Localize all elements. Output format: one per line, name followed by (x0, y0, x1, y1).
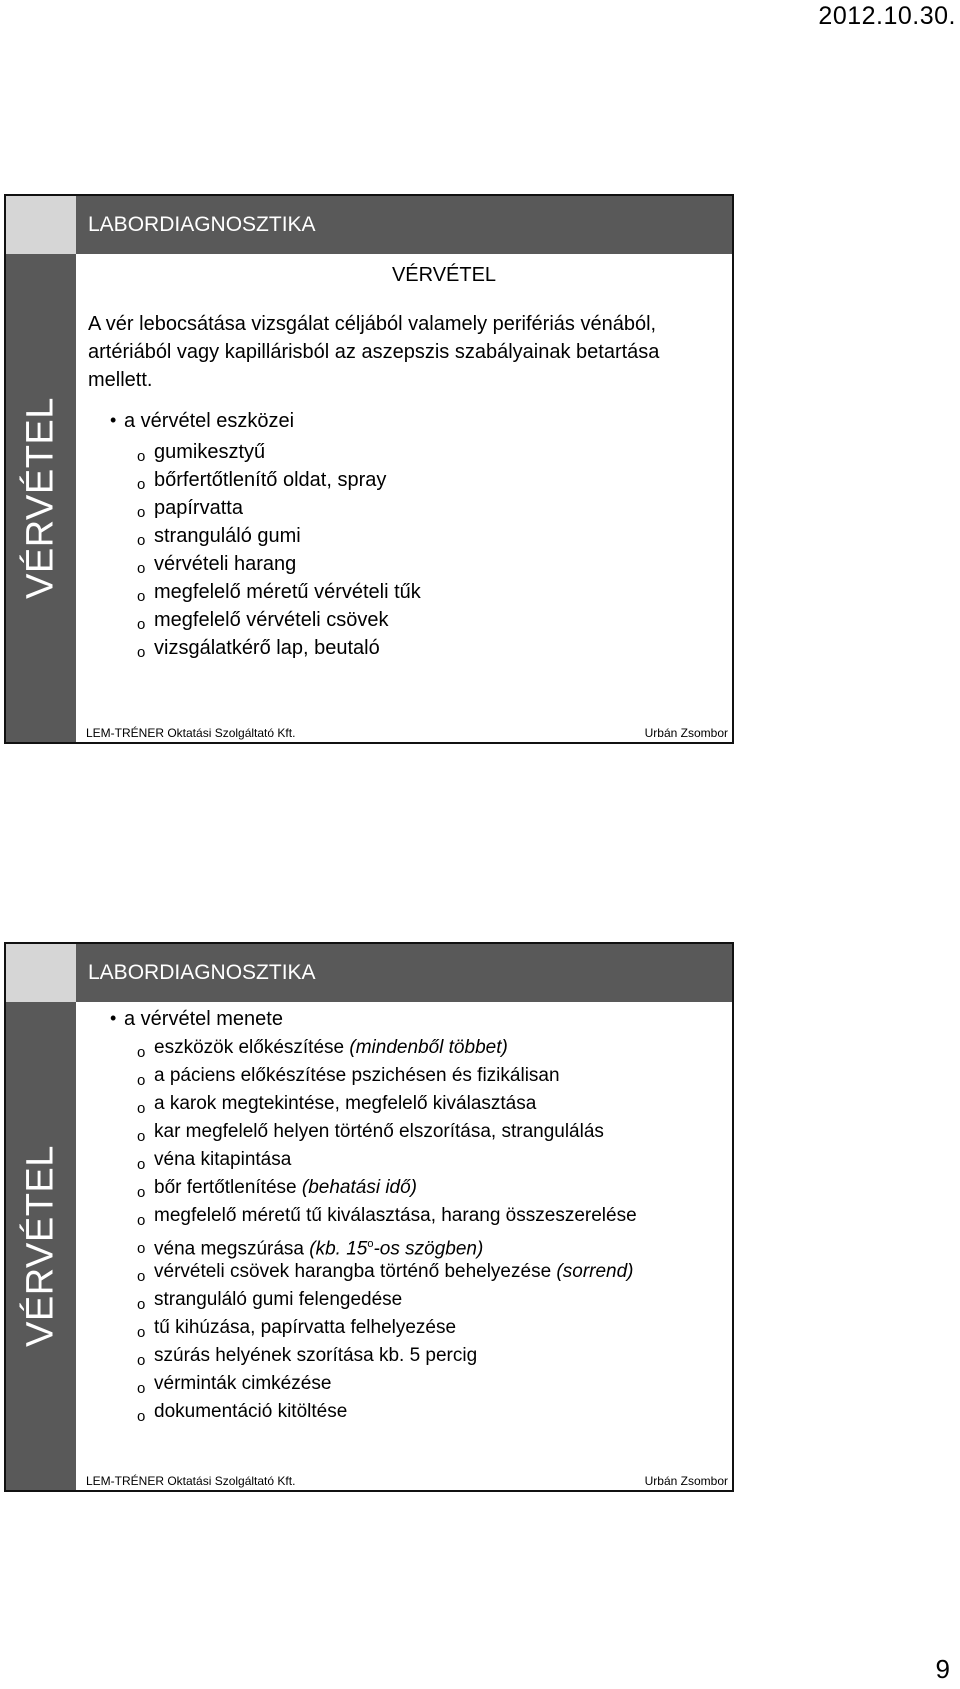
list-item-text: gumikesztyű (154, 441, 266, 463)
list-item (137, 606, 421, 634)
circle-bullet-icon: o (137, 1044, 146, 1061)
list-item (137, 1286, 637, 1314)
list-item-text: eszközök előkészítése (154, 1037, 350, 1058)
list-item-text: véna megszúrása (154, 1238, 310, 1260)
circle-bullet-icon: o (137, 1212, 146, 1229)
list-item-text: dokumentáció kitöltése (154, 1401, 348, 1422)
list-item-text: kar megfelelő helyen történő elszorítása, strangulálás (154, 1121, 604, 1142)
list-item (137, 578, 421, 606)
footer-author: Urbán Zsombor (644, 1474, 728, 1488)
circle-bullet-icon: o (137, 1268, 146, 1285)
circle-bullet-icon: o (137, 1352, 146, 1369)
slide-1 (4, 194, 734, 744)
degree-superscript: o (367, 1238, 374, 1250)
list-item-text: tű kihúzása, papírvatta felhelyezése (154, 1317, 457, 1338)
list-item (137, 1118, 637, 1146)
list-item-text: papírvatta (154, 497, 243, 519)
slide-2 (4, 942, 734, 1492)
procedure-list (137, 1034, 637, 1426)
list-item (137, 550, 421, 578)
footer-company: LEM-TRÉNER Oktatási Szolgáltató Kft. (86, 726, 296, 740)
slide-footer (86, 726, 728, 740)
bullet-dot-icon: • (110, 410, 117, 430)
list-item-note: (sorrend) (556, 1261, 634, 1282)
side-bar (6, 254, 76, 742)
list-item (137, 1258, 637, 1286)
list-item (137, 1202, 637, 1230)
list-item (137, 1370, 637, 1398)
list-item-text: vizsgálatkérő lap, beutaló (154, 637, 380, 659)
list-item (137, 1062, 637, 1090)
list-item-note: (mindenből többet) (349, 1037, 508, 1058)
circle-bullet-icon: o (137, 448, 146, 465)
tools-list (137, 438, 421, 662)
list-item-text: véna kitapintása (154, 1149, 292, 1170)
list-item (137, 1146, 637, 1174)
bullet-dot-icon: • (110, 1008, 117, 1028)
slide-content (76, 1002, 732, 1490)
list-item (137, 1230, 637, 1260)
circle-bullet-icon: o (137, 560, 146, 577)
slide-corner (6, 944, 76, 1002)
list-item (137, 1398, 637, 1426)
list-item-text: a páciens előkészítése pszichésen és fizikálisan (154, 1065, 560, 1086)
slide-header: LABORDIAGNOSZTIKA (76, 196, 732, 254)
circle-bullet-icon: o (137, 1100, 146, 1117)
circle-bullet-icon: o (137, 588, 146, 605)
side-label: VÉRVÉTEL (19, 397, 62, 599)
list-item-text: vérminták cimkézése (154, 1373, 332, 1394)
circle-bullet-icon: o (137, 532, 146, 549)
circle-bullet-icon: o (137, 1184, 146, 1201)
slide-header: LABORDIAGNOSZTIKA (76, 944, 732, 1002)
circle-bullet-icon: o (137, 1072, 146, 1089)
list-item (137, 494, 421, 522)
page-number: 9 (935, 1654, 950, 1684)
intro-text: A vér lebocsátása vizsgálat céljából valamely perifériás vénából, artériából vagy kapillárisból az aszepszis szabályainak betartása mellett. (88, 313, 660, 391)
footer-company: LEM-TRÉNER Oktatási Szolgáltató Kft. (86, 1474, 296, 1488)
list-item (137, 1314, 637, 1342)
bullet-heading-text: a vérvétel menete (124, 1008, 283, 1030)
circle-bullet-icon: o (137, 644, 146, 661)
bullet-heading (110, 1008, 283, 1031)
list-item-text: megfelelő vérvételi csövek (154, 609, 389, 631)
footer-author: Urbán Zsombor (644, 726, 728, 740)
list-item (137, 1034, 637, 1062)
page-date: 2012.10.30. (818, 2, 956, 30)
circle-bullet-icon: o (137, 1128, 146, 1145)
circle-bullet-icon: o (137, 476, 146, 493)
side-label: VÉRVÉTEL (19, 1145, 62, 1347)
list-item-text: bőrfertőtlenítő oldat, spray (154, 469, 387, 491)
bullet-heading-text: a vérvétel eszközei (124, 410, 295, 432)
list-item (137, 522, 421, 550)
list-item-text: megfelelő méretű tű kiválasztása, harang összeszerelése (154, 1205, 637, 1226)
circle-bullet-icon: o (137, 1408, 146, 1425)
list-item (137, 1090, 637, 1118)
list-item (137, 1174, 637, 1202)
circle-bullet-icon: o (137, 1296, 146, 1313)
list-item-text: bőr fertőtlenítése (154, 1177, 302, 1198)
slide-corner (6, 196, 76, 254)
slide-footer (86, 1474, 728, 1488)
list-item (137, 438, 421, 466)
list-item-note: (kb. 15 (309, 1238, 368, 1260)
circle-bullet-icon: o (137, 1240, 146, 1257)
list-item-text: szúrás helyének szorítása kb. 5 percig (154, 1345, 478, 1366)
circle-bullet-icon: o (137, 616, 146, 633)
list-item-text: stranguláló gumi felengedése (154, 1289, 403, 1310)
list-item-text: vérvételi csövek harangba történő behelyezése (154, 1261, 557, 1282)
circle-bullet-icon: o (137, 504, 146, 521)
circle-bullet-icon: o (137, 1324, 146, 1341)
bullet-heading (110, 410, 295, 433)
list-item-text: megfelelő méretű vérvételi tűk (154, 581, 421, 603)
list-item-text: a karok megtekintése, megfelelő kiválasztása (154, 1093, 537, 1114)
list-item-note: (behatási idő) (301, 1177, 417, 1198)
list-item-note: -os szögben) (373, 1238, 484, 1260)
circle-bullet-icon: o (137, 1156, 146, 1173)
list-item (137, 466, 421, 494)
circle-bullet-icon: o (137, 1380, 146, 1397)
slide-title: VÉRVÉTEL (391, 264, 497, 286)
list-item-text: stranguláló gumi (154, 525, 301, 547)
side-bar (6, 1002, 76, 1490)
list-item (137, 634, 421, 662)
list-item (137, 1342, 637, 1370)
slide-content (76, 254, 732, 742)
list-item-text: vérvételi harang (154, 553, 297, 575)
